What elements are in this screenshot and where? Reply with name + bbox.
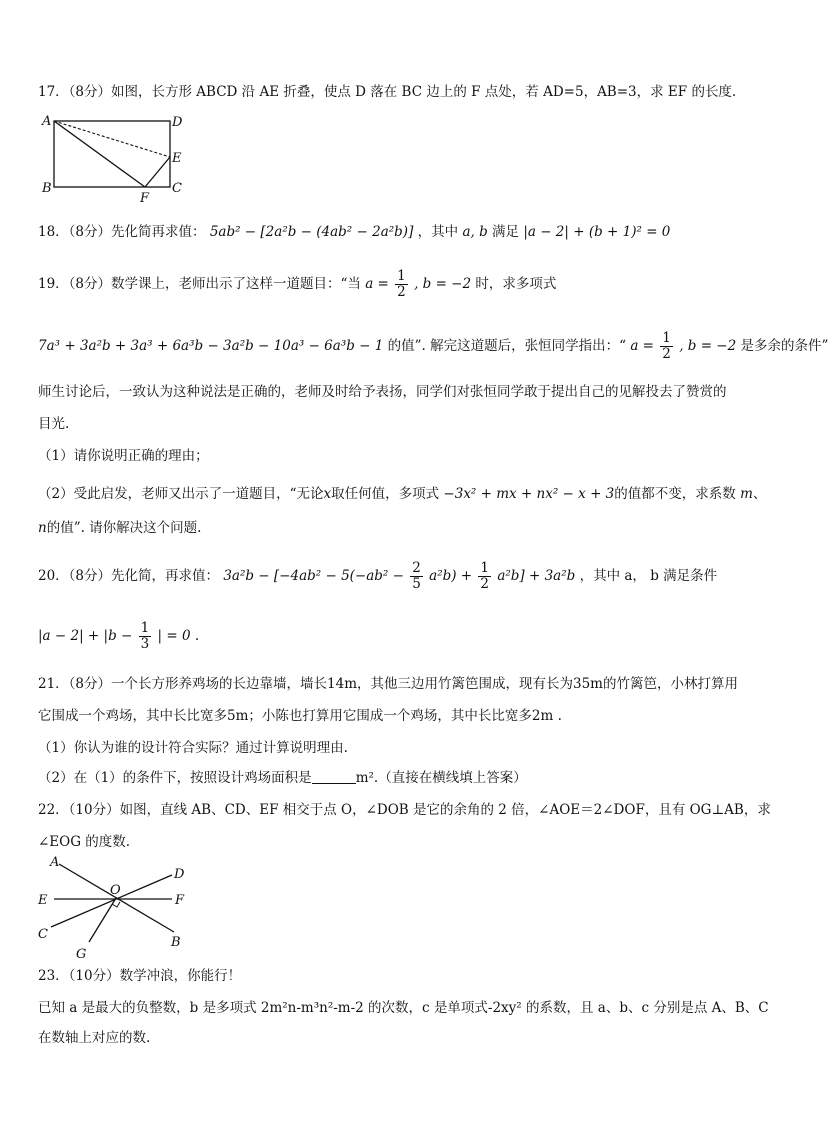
label-g: G — [76, 947, 87, 962]
label-b: B — [42, 181, 52, 196]
q19-line1 — [38, 268, 764, 300]
q18-head: 18．（8分）先化简再求值： — [38, 224, 206, 240]
q19-line2-tail: 是多余的条件” — [740, 338, 828, 354]
segment-af — [54, 121, 145, 187]
q22-line1: 22．（10分）如图，直线 AB、CD、EF 相交于点 O，∠DOB 是它的余角的 2 倍，∠AOE＝2∠DOF，且有 OG⊥AB，求 — [38, 802, 771, 818]
q23-line1: 23．（10分）数学冲浪，你能行！ — [38, 968, 242, 984]
label-e: E — [38, 893, 48, 908]
q20-fraction-third: $\frac{1}{3}$ — [140, 620, 150, 652]
q17-rectangle-figure — [40, 112, 190, 204]
q19-part2-line1: （2）受此启发，老师又出示了一道题目，“无论x取任何值，多项式 −3x² + mx + nx² − x + 3的值都不变，求系数 m、 — [38, 486, 767, 502]
q22-line2: ∠EOG 的度数. — [38, 834, 131, 850]
q21-part2: （2）在（1）的条件下，按照设计鸡场面积是 m².（直接在横线填上答案） — [38, 770, 527, 786]
q19-fraction-half-2: $\frac{1}{2}$ — [662, 330, 671, 362]
q20-fraction-half: $\frac{1}{2}$ — [480, 560, 490, 592]
q19-head: 19．（8分）数学课上，老师出示了这样一道题目：“当 — [38, 276, 361, 292]
q19-a-eq: a = — [365, 276, 389, 292]
label-d: D — [172, 115, 183, 130]
q19-a-eq-2: a = — [630, 338, 654, 354]
q23-line3: 在数轴上对应的数. — [38, 1030, 151, 1046]
q22-lines-figure — [34, 852, 194, 964]
q21-line1: 21．（8分）一个长方形养鸡场的长边靠墙，墙长14m，其他三边用竹篱笆围成，现有长为35m的竹篱笆，小林打算用 — [38, 676, 738, 692]
q18-vars: a, b — [462, 224, 488, 240]
q19-b-eq-2: , b = −2 — [679, 338, 737, 354]
q19-polynomial: 7a³ + 3a²b + 3a³ + 6a³b − 3a²b − 10a³ − 6a³b − 1 — [38, 338, 384, 354]
q23-line2: 已知 a 是最大的负整数，b 是多项式 2m²n-m³n²-m-2 的次数，c 是单项式-2xy² 的系数，且 a、b、c 分别是点 A、B、C — [38, 1000, 769, 1016]
q19-part2-line2: n的值”. 请你解决这个问题. — [38, 520, 202, 536]
label-c: C — [172, 181, 182, 196]
label-e: E — [172, 151, 182, 166]
q19-line2-mid: 的值”. 解完这道题后，张恒同学指出：“ — [387, 338, 627, 354]
line-ab — [59, 864, 174, 932]
q18-cond-label: 满足 — [492, 224, 520, 240]
q18-condition: |a − 2| + (b + 1)² = 0 — [523, 224, 671, 240]
label-f: F — [140, 191, 150, 206]
q19-line1-tail: 时，求多项式 — [475, 276, 557, 292]
label-d: D — [174, 867, 185, 882]
label-a: A — [50, 855, 60, 870]
q19-line3: 师生讨论后，一致认为这种说法是正确的，老师及时给予表扬，同学们对张恒同学敢于提出自己的见解投去了赞赏的 — [38, 384, 727, 400]
q19-part2-polynomial: −3x² + mx + nx² − x + 3 — [443, 486, 615, 502]
label-f: F — [175, 893, 185, 908]
q19-b-eq: , b = −2 — [414, 276, 472, 292]
q20-tail: ，其中 a， b 满足条件 — [579, 568, 718, 584]
q19-line2 — [38, 330, 828, 362]
q18-expression: 5ab² − [2a²b − (4ab² − 2a²b)] — [209, 224, 414, 240]
segment-ae-dashed — [54, 121, 170, 157]
q19-fraction-half: $\frac{1}{2}$ — [397, 268, 406, 300]
label-o: O — [110, 883, 121, 898]
q19-line4: 目光. — [38, 416, 70, 432]
q17-text: 17．（8分）如图，长方形 ABCD 沿 AE 折叠，使点 D 落在 BC 边上的 F 点处，若 AD=5，AB=3，求 EF 的长度. — [38, 84, 737, 100]
q18-mid: ，其中 — [417, 224, 459, 240]
q20-line1: 20．（8分）先化简，再求值： 3a²b − [−4ab² − 5(−ab² − $\frac{2}{5}$ a²b) + $\frac{1}{2}$ a²b] + 3a²b ，其中 a， b 满足条件 — [38, 560, 718, 592]
q19-part1: （1）请你说明正确的理由； — [38, 448, 209, 464]
label-a: A — [42, 114, 52, 129]
label-c: C — [38, 927, 48, 942]
q20-head: 20．（8分）先化简，再求值： — [38, 568, 220, 584]
q20-condition: |a − 2| + |b − $\frac{1}{3}$ | = 0 . — [38, 620, 200, 652]
q20-fraction-two-fifths: $\frac{2}{5}$ — [412, 560, 421, 592]
segment-fe — [145, 157, 170, 187]
label-b: B — [171, 935, 181, 950]
q21-line2: 它围成一个鸡场，其中长比宽多5m；小陈也打算用它围成一个鸡场，其中长比宽多2m . — [38, 708, 562, 724]
q21-part1: （1）你认为谁的设计符合实际？通过计算说明理由. — [38, 740, 348, 756]
q18-line — [38, 222, 764, 242]
answer-blank[interactable] — [312, 769, 356, 784]
